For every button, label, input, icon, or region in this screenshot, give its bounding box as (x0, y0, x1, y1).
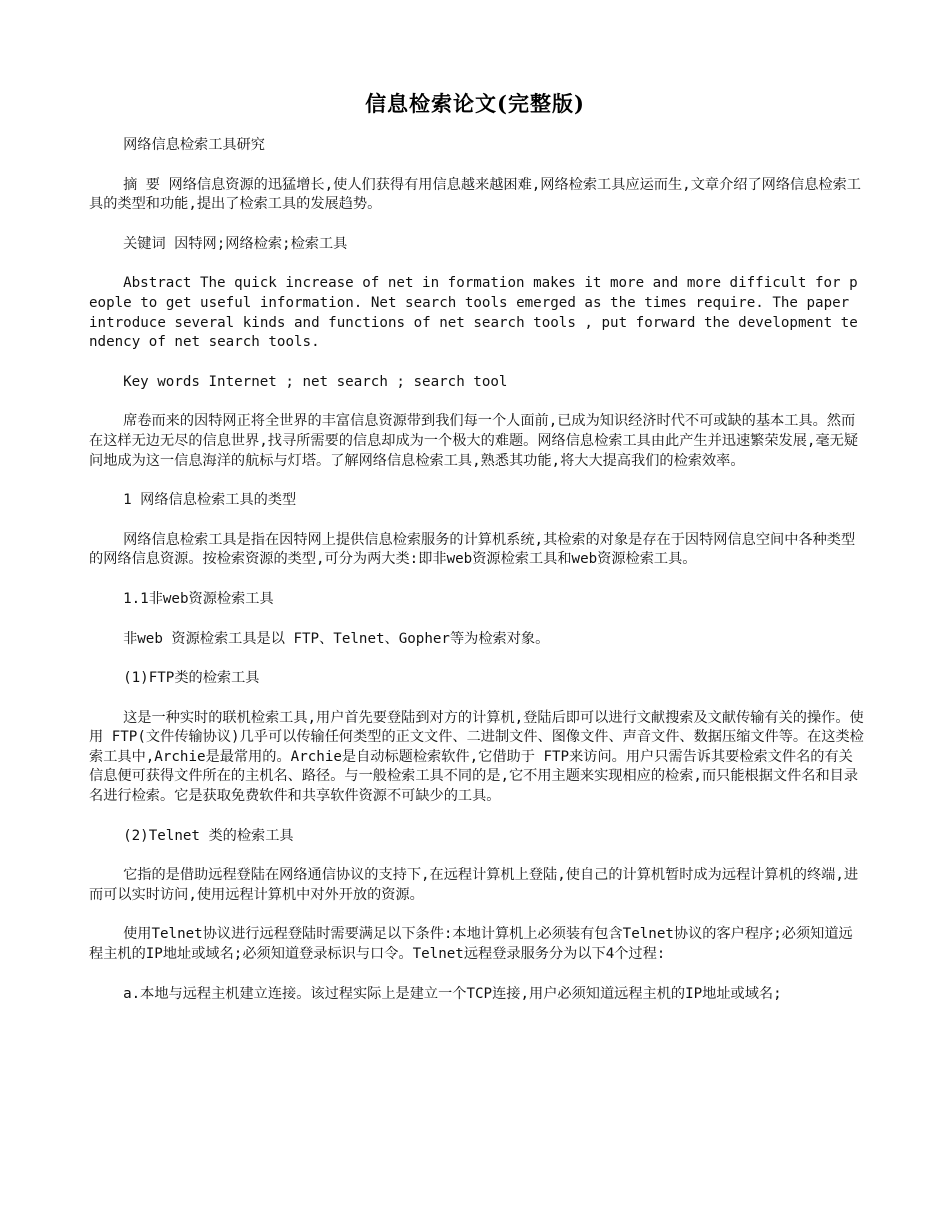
paragraph-section-1-1: 非web 资源检索工具是以 FTP、Telnet、Gopher等为检索对象。 (123, 630, 550, 647)
paragraph-abstract-en: Abstract The quick increase of net in formation makes it more and more difficult for people to get useful information. Net search tools emerged as the times require. The paper introduce several kinds and functions of net search tools , put forward the development tendency of net search tools. (89, 275, 858, 351)
paragraph-keywords-en: Key words Internet ; net search ; search tool (123, 373, 508, 390)
document-body (89, 136, 864, 1004)
paragraph-telnet-step-a: a.本地与远程主机建立连接。该过程实际上是建立一个TCP连接,用户必须知道远程主机的IP地址或域名; (123, 985, 782, 1002)
subheading-ftp: (1)FTP类的检索工具 (123, 670, 260, 687)
document-title: 信息检索论文(完整版) (365, 91, 585, 116)
paragraph-section-1: 网络信息检索工具是指在因特网上提供信息检索服务的计算机系统,其检索的对象是存在于因特网信息空间中各种类型的网络信息资源。按检索资源的类型,可分为两大类:即非web资源检索工具和web资源检索工具。 (89, 531, 856, 568)
section-heading-1: 1 网络信息检索工具的类型 (123, 492, 297, 509)
paragraph-telnet: 它指的是借助远程登陆在网络通信协议的支持下,在远程计算机上登陆,使自己的计算机暂时成为远程计算机的终端,进而可以实时访问,使用远程计算机中对外开放的资源。 (89, 867, 859, 903)
paragraph-keywords-cn: 关键词 因特网;网络检索;检索工具 (123, 235, 348, 252)
subheading-telnet: (2)Telnet 类的检索工具 (123, 827, 294, 844)
paragraph-abstract-cn: 摘 要 网络信息资源的迅猛增长,使人们获得有用信息越来越困难,网络检索工具应运而生,文章介绍了网络信息检索工具的类型和功能,提出了检索工具的发展趋势。 (89, 176, 861, 213)
paragraph-ftp: 这是一种实时的联机检索工具,用户首先要登陆到对方的计算机,登陆后即可以进行文献搜索及文献传输有关的操作。使用 FTP(文件传输协议)几乎可以传输任何类型的正文文件、二进制文件、图像文件、声音文件、数据压缩文件等。在这类检索工具中,Archie是最常用的。Archie是自动标题检索软件,它借助于 FTP来访问。用户只需告诉其要检索文件名的有关信息便可获得文件所在的主机名、路径。与一般检索工具不同的是,它不用主题来实现相应的检索,而只能根据文件名和目录名进行检索。它是获取免费软件和共享软件资源不可缺少的工具。 (89, 709, 864, 805)
paragraph-subtitle: 网络信息检索工具研究 (123, 137, 265, 153)
paragraph-telnet-conditions: 使用Telnet协议进行远程登陆时需要满足以下条件:本地计算机上必须装有包含Telnet协议的客户程序;必须知道远程主机的IP地址或域名;必须知道登录标识与口令。Telnet远程登录服务分为以下4个过程: (89, 926, 853, 963)
section-heading-1-1: 1.1非web资源检索工具 (123, 590, 274, 607)
paragraph-intro: 席卷而来的因特网正将全世界的丰富信息资源带到我们每一个人面前,已成为知识经济时代不可或缺的基本工具。然而在这样无边无尽的信息世界,找寻所需要的信息却成为一个极大的难题。网络信息检索工具由此产生并迅速繁荣发展,毫无疑问地成为这一信息海洋的航标与灯塔。了解网络信息检索工具,熟悉其功能,将大大提高我们的检索效率。 (89, 413, 859, 469)
